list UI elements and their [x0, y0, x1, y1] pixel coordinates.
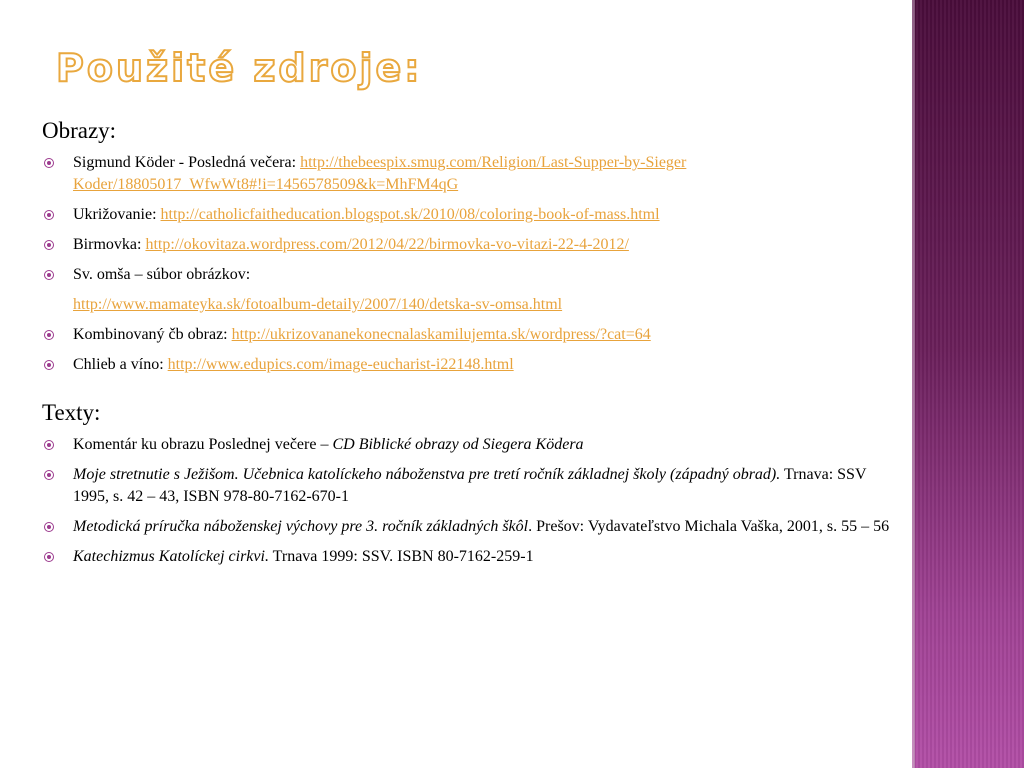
- item-text-after: Trnava 1999: SSV. ISBN 80-7162-259-1: [268, 548, 534, 565]
- bullet-icon: [44, 158, 54, 168]
- item-text-after: . Prešov: Vydavateľstvo Michala Vaška, 2001, s. 55 – 56: [528, 518, 890, 535]
- texts-list: [42, 434, 902, 568]
- list-item: [42, 264, 902, 286]
- list-item: [42, 234, 902, 256]
- list-item: [42, 516, 902, 538]
- source-link[interactable]: http://okovitaza.wordpress.com/2012/04/22/birmovka-vo-vitazi-22-4-2012/: [145, 236, 629, 253]
- list-item: [42, 464, 902, 508]
- bullet-icon: [44, 522, 54, 532]
- bullet-icon: [44, 552, 54, 562]
- item-text: Komentár ku obrazu Poslednej večere –: [73, 436, 333, 453]
- bullet-icon: [44, 240, 54, 250]
- item-text-after: Trnava: SSV 1995, s. 42 – 43, ISBN 978-80-7162-670-1: [73, 466, 867, 505]
- source-link[interactable]: http://ukrizovananekonecnalaskamilujemta.sk/wordpress/?cat=64: [231, 326, 651, 343]
- texts-heading: Texty:: [42, 400, 101, 425]
- item-label: Sigmund Köder - Posledná večera:: [73, 154, 301, 171]
- source-link[interactable]: http://catholicfaitheducation.blogspot.sk/2010/08/coloring-book-of-mass.html: [160, 206, 660, 223]
- source-link[interactable]: http://thebeespix.smug.com/Religion/Last-Supper-by-Sieger Koder/18805017_WfwWt8#!i=1456578509&k=MhFM4qG: [73, 154, 687, 193]
- list-item-continuation: [42, 294, 902, 316]
- item-label: Sv. omša – súbor obrázkov:: [73, 266, 251, 283]
- item-label: Ukrižovanie:: [73, 206, 161, 223]
- bullet-icon: [44, 270, 54, 280]
- source-link[interactable]: http://www.mamateyka.sk/fotoalbum-detaily/2007/140/detska-sv-omsa.html: [73, 296, 563, 313]
- decorative-side-band: [912, 0, 1024, 768]
- bullet-icon: [44, 210, 54, 220]
- item-italic-title: Katechizmus Katolíckej cirkvi.: [73, 548, 269, 565]
- item-italic-title: Moje stretnutie s Ježišom. Učebnica katolíckeho náboženstva pre tretí ročník základnej školy (západný obrad).: [73, 466, 781, 483]
- list-item: [42, 204, 902, 226]
- bullet-icon: [44, 470, 54, 480]
- list-item: [42, 354, 902, 376]
- bullet-icon: [44, 330, 54, 340]
- list-item: [42, 152, 902, 196]
- item-label: Kombinovaný čb obraz:: [73, 326, 232, 343]
- bullet-icon: [44, 360, 54, 370]
- side-band-texture: [912, 0, 1024, 768]
- list-item: [42, 434, 902, 456]
- item-label: Birmovka:: [73, 236, 146, 253]
- images-heading: Obrazy:: [42, 118, 117, 143]
- item-label: Chlieb a víno:: [73, 356, 168, 373]
- item-italic-title: CD Biblické obrazy od Siegera Ködera: [332, 436, 584, 453]
- list-item: [42, 546, 902, 568]
- images-list: [42, 152, 902, 376]
- source-link[interactable]: http://www.edupics.com/image-eucharist-i22148.html: [167, 356, 514, 373]
- bullet-icon: [44, 440, 54, 450]
- list-item: [42, 324, 902, 346]
- item-italic-title: Metodická príručka náboženskej výchovy pre 3. ročník základných škôl: [73, 518, 529, 535]
- slide-title: Použité zdroje:: [56, 46, 423, 90]
- slide-content: [42, 118, 902, 576]
